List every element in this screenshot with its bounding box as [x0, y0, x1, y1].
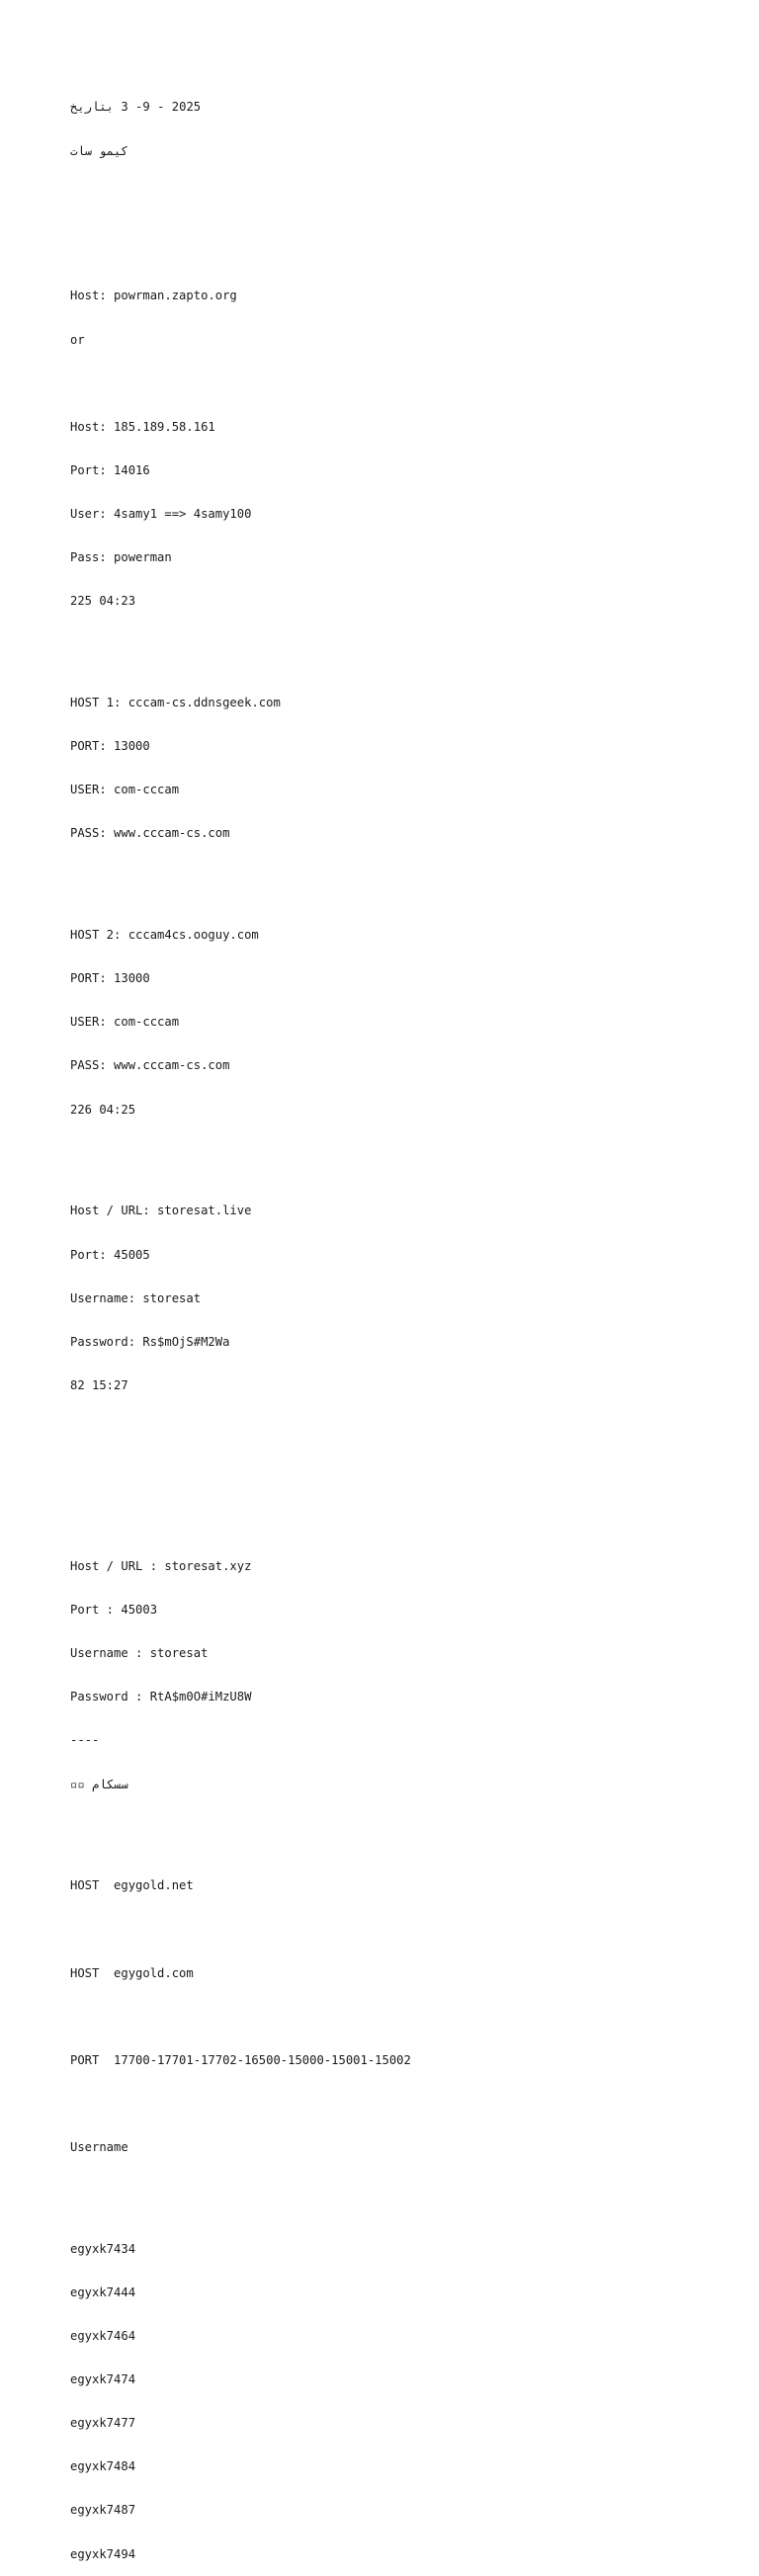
- port-line: PORT: 13000: [70, 739, 150, 754]
- timestamp-line: 225 04:23: [70, 594, 136, 609]
- spacer: [70, 1821, 739, 1836]
- spacer: [70, 2184, 739, 2199]
- port-line: Port: 14016: [70, 462, 150, 477]
- pass-line: PASS: www.cccam-cs.com: [70, 1058, 230, 1073]
- username-line: Username: storesat: [70, 1290, 202, 1305]
- host-line: HOST 1: cccam-cs.ddnsgeek.com: [70, 696, 281, 710]
- port-line: Port : 45003: [70, 1603, 158, 1618]
- user-line: User: 4samy1 ==> 4samy100: [70, 506, 252, 521]
- spacer: [70, 1422, 739, 1516]
- port-line: PORT: 13000: [70, 971, 150, 986]
- host-line: Host: powrman.zapto.org: [70, 289, 237, 303]
- cccam-label: سسكام ▫▫: [70, 1777, 128, 1791]
- port-line: Port: 45005: [70, 1247, 150, 1262]
- username-item: egyxk7444: [70, 2285, 136, 2299]
- username-item: egyxk7477: [70, 2416, 136, 2431]
- password-line: Password: Rs$mOjS#M2Wa: [70, 1334, 230, 1349]
- host-line: HOST 2: cccam4cs.ooguy.com: [70, 928, 259, 943]
- username-item: egyxk7474: [70, 2372, 136, 2387]
- document-body: [70, 71, 739, 2576]
- spacer: [70, 2010, 739, 2025]
- username-item: egyxk7487: [70, 2503, 136, 2518]
- spacer: [70, 2097, 739, 2112]
- username-line: Username : storesat: [70, 1646, 209, 1661]
- username-item: egyxk7434: [70, 2241, 136, 2256]
- pass-line: Pass: powerman: [70, 550, 172, 565]
- site-name: كيمو سات: [70, 143, 128, 158]
- spacer: [70, 1146, 739, 1161]
- date-line: 2025 - 9- 3 بتاريخ: [70, 100, 202, 115]
- timestamp-line: 82 15:27: [70, 1377, 128, 1392]
- spacer: [70, 637, 739, 652]
- port-list-line: PORT 17700-17701-17702-16500-15000-15001-15002: [70, 2052, 411, 2067]
- host-line: HOST egygold.net: [70, 1878, 194, 1893]
- spacer: [70, 188, 739, 203]
- username-label: Username: [70, 2139, 128, 2154]
- host-line: Host / URL: storesat.live: [70, 1204, 252, 1218]
- username-item: egyxk7484: [70, 2459, 136, 2474]
- host-line: Host / URL : storesat.xyz: [70, 1559, 252, 1574]
- host-line: Host: 185.189.58.161: [70, 419, 215, 434]
- user-line: USER: com-cccam: [70, 1015, 180, 1030]
- pass-line: PASS: www.cccam-cs.com: [70, 826, 230, 841]
- divider-dashes: ----: [70, 1733, 100, 1748]
- username-item: egyxk7464: [70, 2329, 136, 2344]
- spacer: [70, 376, 739, 391]
- user-line: USER: com-cccam: [70, 783, 180, 797]
- spacer: [70, 870, 739, 884]
- host-line: HOST egygold.com: [70, 1965, 194, 1980]
- username-item: egyxk7494: [70, 2546, 136, 2561]
- spacer: [70, 1923, 739, 1938]
- or-line: or: [70, 332, 85, 347]
- password-line: Password : RtA$m0O#iMzU8W: [70, 1690, 252, 1704]
- spacer: [70, 231, 739, 246]
- timestamp-line: 226 04:25: [70, 1102, 136, 1117]
